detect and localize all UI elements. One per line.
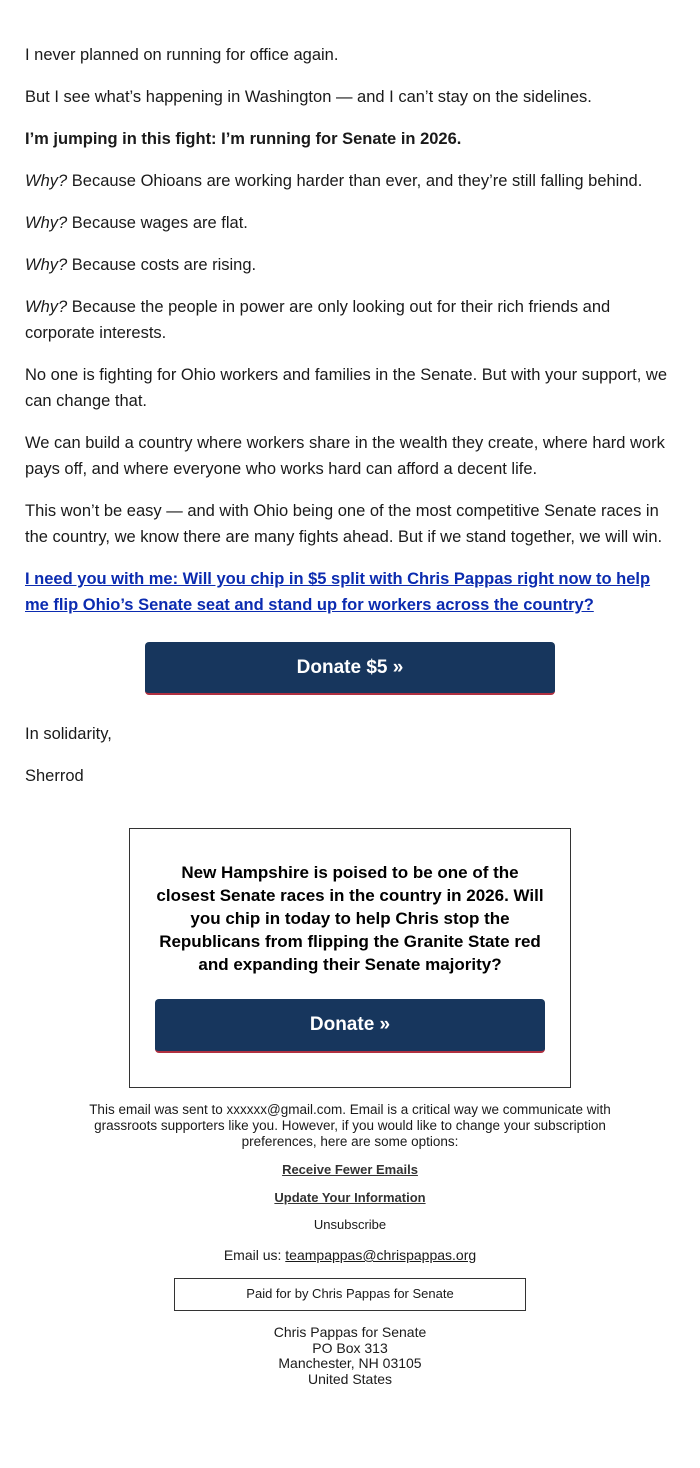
paragraph-washington: But I see what’s happening in Washington — and I can’t stay on the sidelines. [25, 88, 592, 106]
donate-5-button[interactable]: Donate $5 » [145, 642, 555, 695]
why-label: Why? [25, 256, 68, 274]
paragraph-why-1 [25, 168, 675, 194]
signature: Sherrod [25, 767, 84, 785]
subscription-notice: This email was sent to xxxxxx@gmail.com. Email is a critical way we communicate with grassroots supporters like you. However, if you would like to change your subscription preferences, here are some options: [89, 1102, 611, 1149]
update-information-link[interactable]: Update Your Information [274, 1190, 426, 1205]
contact-email-link[interactable]: teampappas@chrispappas.org [285, 1247, 477, 1263]
address-line: Manchester, NH 03105 [278, 1355, 422, 1371]
paragraph-announcement: I’m jumping in this fight: I’m running for Senate in 2026. [25, 130, 462, 148]
email-footer [70, 1102, 630, 1387]
paragraph-intro: I never planned on running for office again. [25, 46, 339, 64]
why-label: Why? [25, 172, 68, 190]
why-label: Why? [25, 298, 68, 316]
paid-for-disclaimer: Paid for by Chris Pappas for Senate [174, 1278, 526, 1311]
address-line: Chris Pappas for Senate [273, 1324, 427, 1340]
why-text: Because the people in power are only looking out for their rich friends and corporate interests. [25, 298, 611, 342]
why-text: Because wages are flat. [67, 214, 248, 232]
paragraph-why-3 [25, 252, 675, 278]
email-label: Email us: [223, 1247, 286, 1263]
paragraph-why-2 [25, 210, 675, 236]
promo-box [129, 828, 571, 1088]
why-text: Because costs are rising. [67, 256, 257, 274]
promo-text: New Hampshire is poised to be one of the closest Senate races in the country in 2026. Will you chip in today to help Chris stop the Republicans from flipping the Granite State red and expanding their Senate majority? [156, 863, 544, 974]
paragraph-support: No one is fighting for Ohio workers and families in the Senate. But with your support, we can change that. [25, 366, 667, 410]
paragraph-competitive: This won’t be easy — and with Ohio being one of the most competitive Senate races in the country, we know there are many fights ahead. But if we stand together, we will win. [25, 502, 663, 546]
address-line: PO Box 313 [312, 1339, 388, 1356]
cta-donate-link[interactable]: I need you with me: Will you chip in $5 split with Chris Pappas right now to help me flip Ohio’s Senate seat and stand up for workers across the country? [25, 570, 651, 614]
why-label: Why? [25, 214, 68, 232]
receive-fewer-emails-link[interactable]: Receive Fewer Emails [282, 1162, 418, 1177]
paragraph-vision: We can build a country where workers share in the wealth they create, where hard work pays off, and where everyone who works hard can afford a decent life. [25, 434, 665, 478]
unsubscribe-link[interactable]: Unsubscribe [313, 1217, 387, 1232]
paragraph-why-4 [25, 294, 675, 346]
mailing-address [70, 1325, 630, 1387]
why-text: Because Ohioans are working harder than ever, and they’re still falling behind. [67, 172, 643, 190]
address-line: United States [307, 1370, 393, 1387]
contact-email-line [70, 1247, 630, 1263]
donate-button[interactable]: Donate » [155, 999, 545, 1053]
closing-line: In solidarity, [25, 725, 112, 743]
